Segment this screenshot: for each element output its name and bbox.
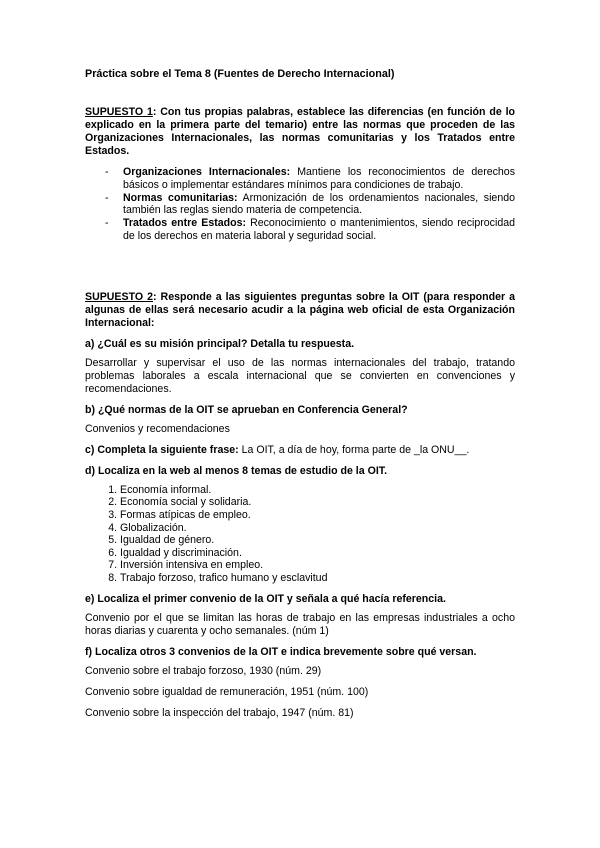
topics-list — [85, 484, 515, 585]
item-term: Normas comunitarias: — [123, 191, 238, 204]
dash-marker: - — [105, 217, 109, 230]
item-text: Armonización de los ordenamientos nacionales, siendo también las reglas siendo materia de competencia. — [123, 191, 515, 217]
answer-c: La OIT, a día de hoy, forma parte de _la ONU__. — [238, 443, 470, 456]
section-spacer — [85, 243, 515, 291]
question-d: d) Localiza en la web al menos 8 temas de estudio de la OIT. — [85, 464, 388, 477]
list-item: 4. Globalización. — [120, 522, 515, 535]
supuesto1-statement — [85, 106, 515, 158]
supuesto1-prompt: : Con tus propias palabras, establece las diferencias (en función de lo explicado en la primera parte del temario) entre las normas que proceden de las Organizaciones Internacionales, las normas comunitarias y los Tratados entre Estados. — [85, 106, 515, 157]
document-title: Práctica sobre el Tema 8 (Fuentes de Derecho Internacional) — [85, 68, 395, 80]
list-item: 7. Inversión intensiva en empleo. — [120, 559, 515, 572]
list-item: 3. Formas atípicas de empleo. — [120, 509, 515, 522]
dash-marker: - — [105, 191, 109, 204]
supuesto2-label: SUPUESTO 2 — [85, 290, 153, 303]
list-item — [105, 166, 515, 192]
item-text: Mantiene los reconocimientos de derechos básicos o implementar estándares mínimos para condiciones de trabajo. — [123, 166, 515, 191]
list-item: 2. Economía social y solidaria. — [120, 496, 515, 509]
item-term: Tratados entre Estados: — [123, 217, 246, 230]
list-item: 5. Igualdad de género. — [120, 534, 515, 547]
question-b: b) ¿Qué normas de la OIT se aprueban en Conferencia General? — [85, 403, 408, 416]
list-item: 1. Economía informal. — [120, 484, 515, 497]
list-item — [105, 192, 515, 218]
list-item — [105, 217, 515, 243]
supuesto1-label: SUPUESTO 1 — [85, 106, 153, 118]
supuesto2-prompt: : Responde a las siguientes preguntas sobre la OIT (para responder a algunas de ellas será necesario acudir a la página web oficial de esta Organización Internacional: — [85, 290, 516, 329]
answer-b: Convenios y recomendaciones — [85, 422, 230, 435]
answer-f-item: Convenio sobre el trabajo forzoso, 1930 (núm. 29) — [85, 664, 322, 677]
item-term: Organizaciones Internacionales: — [123, 166, 291, 178]
question-c-line — [85, 444, 515, 457]
question-c: c) Completa la siguiente frase: — [85, 443, 239, 456]
answer-a: Desarrollar y supervisar el uso de las normas internacionales del trabajo, tratando problemas laborales a escala internacional que se convierten en convenciones y recomendaciones. — [85, 356, 515, 395]
list-item: 8. Trabajo forzoso, trafico humano y esclavitud — [120, 572, 515, 585]
supuesto1-list — [85, 166, 515, 243]
answer-f-item: Convenio sobre la inspección del trabajo, 1947 (núm. 81) — [85, 706, 354, 719]
question-f: f) Localiza otros 3 convenios de la OIT e indica brevemente sobre qué versan. — [85, 645, 477, 658]
supuesto2-statement — [85, 291, 515, 330]
dash-marker: - — [105, 166, 109, 178]
item-text: Reconocimiento o mantenimientos, siendo reciprocidad de los derechos en materia laboral y seguridad social. — [123, 217, 515, 242]
question-a: a) ¿Cuál es su misión principal? Detalla tu respuesta. — [85, 337, 355, 350]
question-e: e) Localiza el primer convenio de la OIT y señala a qué hacía referencia. — [85, 592, 446, 605]
answer-e: Convenio por el que se limitan las horas de trabajo en las empresas industriales a ocho horas diarias y cuarenta y ocho semanales. (núm 1) — [85, 611, 515, 637]
list-item: 6. Igualdad y discriminación. — [120, 547, 515, 560]
answer-f-item: Convenio sobre igualdad de remuneración, 1951 (núm. 100) — [85, 685, 369, 698]
document-page — [85, 68, 515, 728]
